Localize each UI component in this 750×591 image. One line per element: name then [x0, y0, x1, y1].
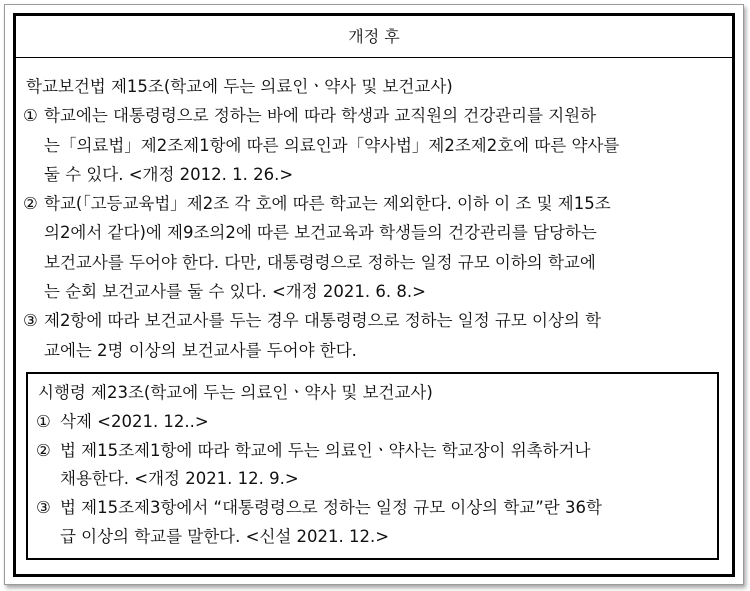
paragraph-line: 급 이상의 학교를 말한다. <신설 2021. 12.>: [60, 526, 390, 546]
law-paragraph-2: [23, 189, 722, 306]
law-paragraph-3: [23, 306, 722, 365]
decree-paragraph-1: [38, 408, 709, 437]
paragraph-line: 법 제15조제3항에서 “대통령령으로 정하는 일정 규모 이상의 학교”란 36학: [60, 498, 602, 518]
amendment-table: [13, 13, 735, 577]
paragraph-number: ①: [23, 106, 38, 126]
table-header: 개정 후: [16, 16, 732, 58]
paragraph-line: 는「의료법」제2조제1항에 따른 의료인과「약사법」제2조제2호에 따른 약사를: [44, 135, 620, 155]
paragraph-line: 교에는 2명 이상의 보건교사를 두어야 한다.: [44, 340, 357, 360]
decree-paragraph-3: [38, 494, 709, 552]
paragraph-line: 의2에서 같다)에 제9조의2에 따른 보건교육과 학생들의 건강관리를 담당하는: [44, 223, 597, 243]
paragraph-line: 삭제 <2021. 12..>: [60, 411, 209, 431]
law-section: [16, 58, 732, 365]
paragraph-number: ②: [23, 194, 38, 214]
law-title: 학교보건법 제15조(학교에 두는 의료인ㆍ약사 및 보건교사): [26, 77, 453, 96]
paragraph-number: ②: [36, 440, 51, 460]
document-frame: [4, 4, 744, 585]
law-paragraph-1: [23, 101, 722, 189]
paragraph-number: ③: [23, 311, 38, 331]
paragraph-line: 채용한다. <개정 2021. 12. 9.>: [60, 469, 299, 489]
paragraph-line: 보건교사를 두어야 한다. 다만, 대통령령으로 정하는 일정 규모 이하의 학교에: [44, 252, 596, 272]
decree-title: 시행령 제23조(학교에 두는 의료인ㆍ약사 및 보건교사): [38, 383, 433, 402]
paragraph-line: 는 순회 보건교사를 둘 수 있다. <개정 2021. 6. 8.>: [44, 282, 426, 302]
paragraph-number: ③: [36, 498, 51, 518]
paragraph-line: 법 제15조제1항에 따라 학교에 두는 의료인ㆍ약사는 학교장이 위촉하거나: [60, 440, 591, 460]
paragraph-line: 제2항에 따라 보건교사를 두는 경우 대통령령으로 정하는 일정 규모 이상의 학: [44, 311, 602, 331]
paragraph-line: 둘 수 있다. <개정 2012. 1. 26.>: [44, 164, 294, 184]
paragraph-number: ①: [36, 411, 51, 431]
paragraph-line: 학교에는 대통령령으로 정하는 바에 따라 학생과 교직원의 건강관리를 지원하: [44, 106, 597, 126]
decree-box: [26, 372, 719, 560]
paragraph-line: 학교(「고등교육법」제2조 각 호에 따른 학교는 제외한다. 이하 이 조 및 제15조: [44, 194, 611, 214]
decree-paragraph-2: [38, 437, 709, 495]
